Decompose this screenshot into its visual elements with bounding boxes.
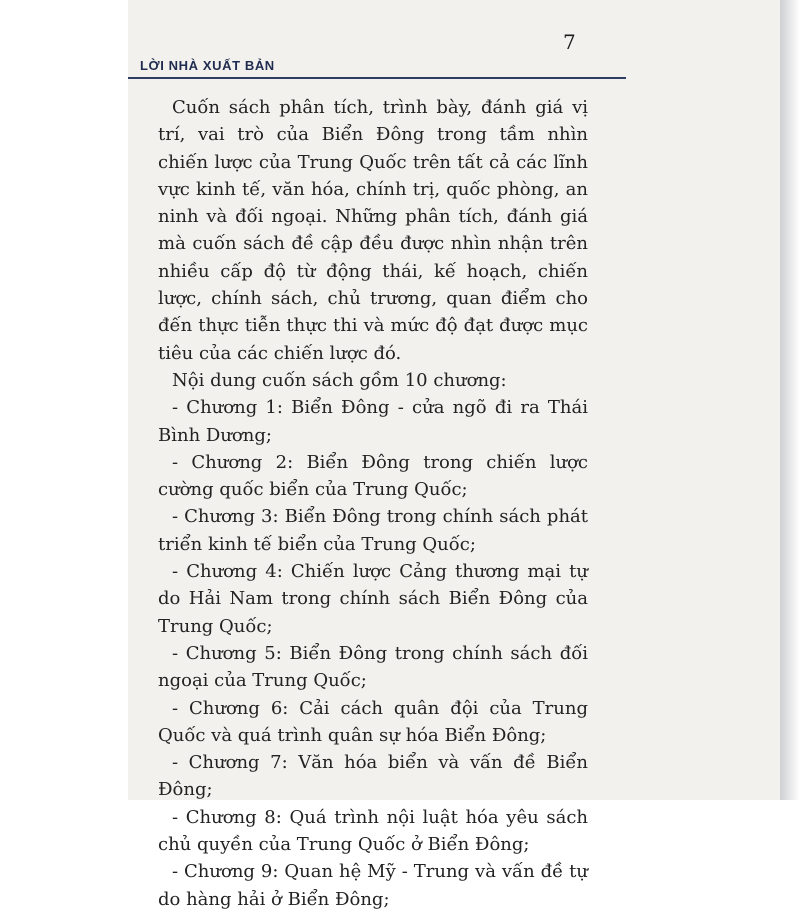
chapter-item: - Chương 6: Cải cách quân đội của Trung Quốc và quá trình quân sự hóa Biển Đông; (158, 697, 588, 746)
chapter-item: - Chương 8: Quá trình nội luật hóa yêu sách chủ quyền của Trung Quốc ở Biển Đông; (158, 806, 588, 856)
page-number: 7 (563, 30, 576, 54)
contents-intro: Nội dung cuốn sách gồm 10 chương: (172, 369, 507, 391)
section-header: LỜI NHÀ XUẤT BẢN (140, 58, 275, 73)
chapter-item: - Chương 9: Quan hệ Mỹ - Trung và vấn đề tự do hàng hải ở Biển Đông; (158, 861, 588, 910)
header-rule (128, 77, 626, 79)
body-text (158, 94, 588, 913)
book-page (128, 0, 800, 910)
page-edge-shadow (780, 0, 800, 800)
chapter-item: - Chương 4: Chiến lược Cảng thương mại tự do Hải Nam trong chính sách Biển Đông của Trung Quốc; (158, 561, 588, 637)
intro-paragraph: Cuốn sách phân tích, trình bày, đánh giá vị trí, vai trò của Biển Đông trong tầm nhìn chiến lược của Trung Quốc trên tất cả các lĩnh vực kinh tế, văn hóa, chính trị, quốc phòng, an ninh và đối ngoại. Những phân tích, đánh giá mà cuốn sách đề cập đều được nhìn nhận trên nhiều cấp độ từ động thái, kế hoạch, chiến lược, chính sách, chủ trương, quan điểm cho đến thực tiễn thực thi và mức độ đạt được mục tiêu của các chiến lược đó. (158, 97, 588, 364)
chapter-item: - Chương 7: Văn hóa biển và vấn đề Biển Đông; (158, 752, 588, 801)
chapter-item: - Chương 3: Biển Đông trong chính sách phát triển kinh tế biển của Trung Quốc; (158, 506, 588, 555)
chapter-item: - Chương 1: Biển Đông - cửa ngõ đi ra Thái Bình Dương; (158, 397, 588, 446)
chapter-item: - Chương 2: Biển Đông trong chiến lược cường quốc biển của Trung Quốc; (158, 451, 588, 501)
chapter-item: - Chương 5: Biển Đông trong chính sách đối ngoại của Trung Quốc; (158, 642, 588, 692)
